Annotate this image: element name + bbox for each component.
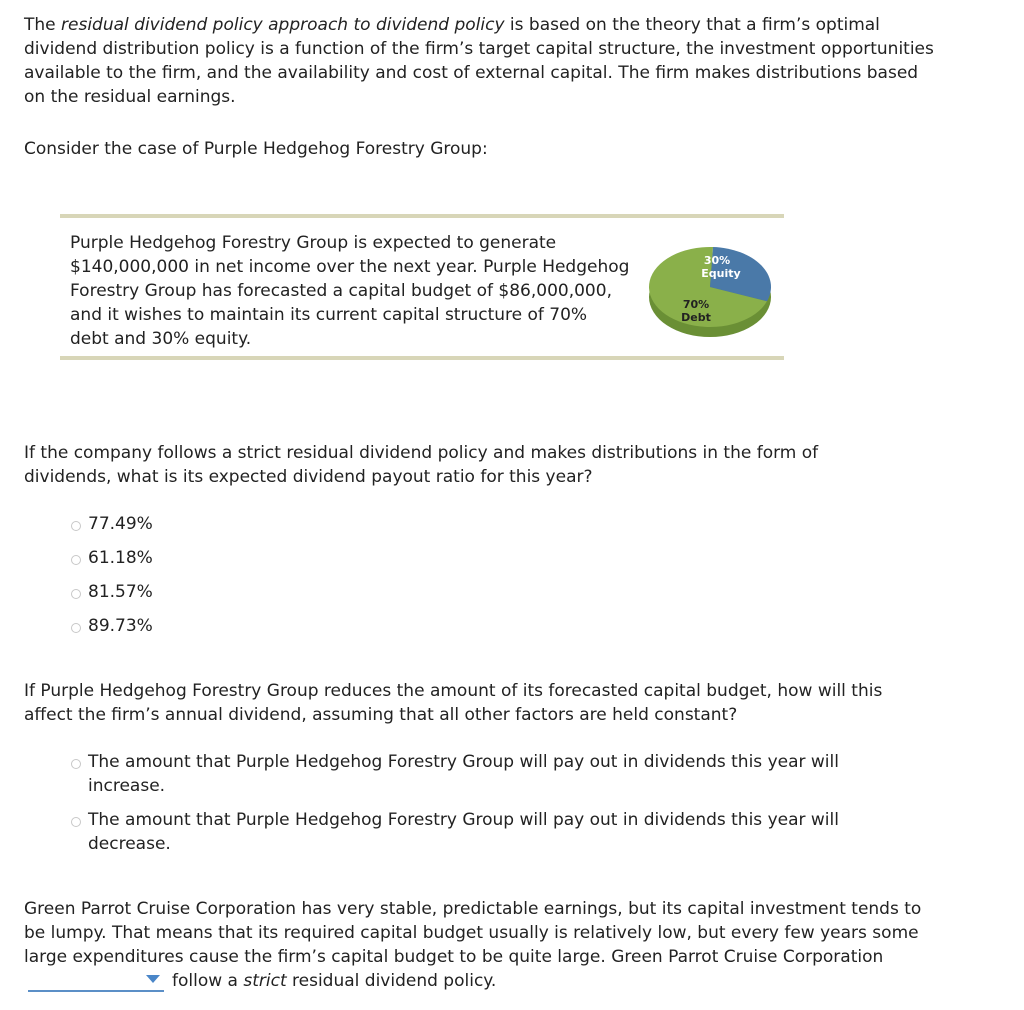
radio-button[interactable] bbox=[71, 759, 81, 769]
radio-button[interactable] bbox=[71, 555, 81, 565]
case-description: Purple Hedgehog Forestry Group is expected to generate $140,000,000 in net income over the next year. Purple Hedgehog Forestry Group has forecasted a capital budget of $86,000,000, and it wishes to maintain its current capital structure of 70% debt and 30% equity. bbox=[70, 233, 630, 349]
question2-text: If Purple Hedgehog Forestry Group reduces the amount of its forecasted capital budget, how will this affect the firm’s annual dividend, assuming that all other factors are held constant? bbox=[24, 681, 883, 725]
option-label: The amount that Purple Hedgehog Forestry Group will pay out in dividends this year will increase. bbox=[88, 752, 839, 796]
option-q1-d[interactable] bbox=[66, 614, 153, 648]
option-q2-increase[interactable] bbox=[66, 750, 918, 798]
option-label: 89.73% bbox=[88, 616, 153, 636]
question3-end: residual dividend policy. bbox=[286, 971, 497, 991]
option-label: 81.57% bbox=[88, 582, 153, 602]
radio-button[interactable] bbox=[71, 623, 81, 633]
intro-paragraph bbox=[24, 13, 944, 109]
option-q2-decrease[interactable] bbox=[66, 808, 918, 856]
radio-button[interactable] bbox=[71, 589, 81, 599]
consider-text: Consider the case of Purple Hedgehog Forestry Group: bbox=[24, 139, 488, 159]
question3-after: follow a bbox=[172, 971, 244, 991]
debt-pct-label: 70% bbox=[682, 298, 710, 311]
option-q1-c[interactable] bbox=[66, 580, 153, 614]
question1-options bbox=[66, 512, 153, 648]
question3-text bbox=[24, 897, 934, 993]
debt-name-label: Debt bbox=[681, 311, 711, 324]
chevron-down-icon[interactable] bbox=[146, 975, 160, 983]
equity-name-label: Equity bbox=[701, 267, 741, 280]
option-label: The amount that Purple Hedgehog Forestry Group will pay out in dividends this year will decrease. bbox=[88, 810, 839, 854]
question3-lead: Green Parrot Cruise Corporation has very stable, predictable earnings, but its capital investment tends to be lumpy. That means that its required capital budget usually is relatively low, but every few years some large expenditures cause the firm’s capital budget to be quite large. Green Parrot Cruise Corporation bbox=[24, 899, 922, 967]
option-q1-b[interactable] bbox=[66, 546, 153, 580]
equity-pct-label: 30% bbox=[703, 254, 731, 267]
radio-button[interactable] bbox=[71, 817, 81, 827]
policy-dropdown[interactable] bbox=[28, 970, 164, 992]
option-label: 61.18% bbox=[88, 548, 153, 568]
capital-structure-pie bbox=[645, 231, 773, 341]
case-box bbox=[60, 214, 784, 360]
intro-after: is based on the theory that a firm’s optimal dividend distribution policy is a function of the firm’s target capital structure, the investment opportunities available to the firm, and the availability and cost of external capital. The firm makes distributions based on the residual earnings. bbox=[24, 15, 934, 107]
option-q1-a[interactable] bbox=[66, 512, 153, 546]
radio-button[interactable] bbox=[71, 521, 81, 531]
question2-options bbox=[66, 750, 918, 866]
question1-text: If the company follows a strict residual dividend policy and makes distributions in the form of dividends, what is its expected dividend payout ratio for this year? bbox=[24, 443, 819, 487]
intro-term: residual dividend policy approach to dividend policy bbox=[61, 15, 505, 35]
question3-strict: strict bbox=[243, 971, 287, 991]
intro-before: The bbox=[24, 15, 62, 35]
option-label: 77.49% bbox=[88, 514, 153, 534]
